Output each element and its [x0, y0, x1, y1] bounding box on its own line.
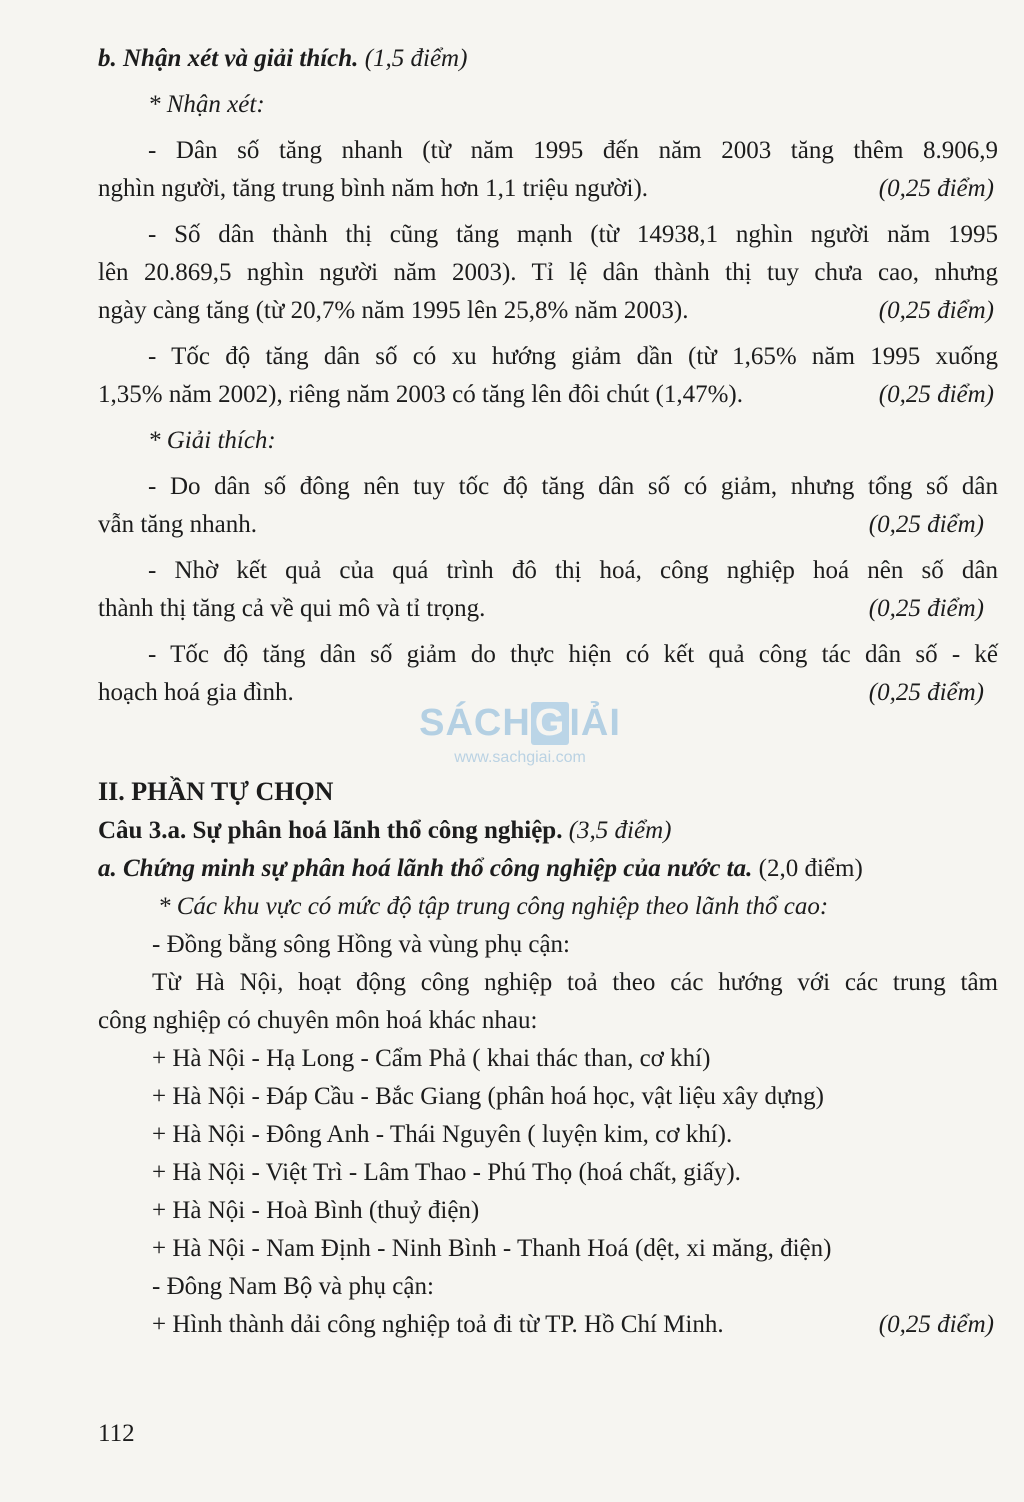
region-2-heading: - Đông Nam Bộ và phụ cận: — [152, 1273, 434, 1300]
route-item: + Hà Nội - Đáp Cầu - Bắc Giang (phân hoá học, vật liệu xây dựng) — [152, 1083, 824, 1110]
score-badge: (0,25 điểm) — [878, 175, 994, 202]
question-title: Câu 3.a. Sự phân hoá lãnh thổ công nghiệp. — [98, 817, 563, 844]
score-badge: (0,25 điểm) — [878, 1311, 994, 1338]
nhan-xet-3-line1: - Tốc độ tăng dân số có xu hướng giảm dần (từ 1,65% năm 1995 xuống — [148, 343, 998, 370]
score-badge: (0,25 điểm) — [868, 511, 984, 538]
nhan-xet-2-line3: ngày càng tăng (từ 20,7% năm 1995 lên 25,8% năm 2003). (0,25 điểm) — [98, 292, 998, 330]
region-2-item: + Hình thành dải công nghiệp toả đi từ TP. Hồ Chí Minh. (0,25 điểm) — [98, 1306, 998, 1344]
giai-thich-3-line1: - Tốc độ tăng dân số giảm do thực hiện có kết quả công tác dân số - kế — [148, 641, 998, 668]
section-b-points: (1,5 điểm) — [364, 45, 468, 72]
giai-thich-2-line1: - Nhờ kết quả của quá trình đô thị hoá, công nghiệp hoá nên số dân — [148, 557, 998, 584]
region-1-desc-line2: công nghiệp có chuyên môn hoá khác nhau: — [98, 1007, 538, 1034]
watermark-logo — [410, 702, 630, 802]
section-b-heading — [98, 40, 998, 78]
question-heading — [98, 812, 998, 850]
nhan-xet-2-line2: lên 20.869,5 nghìn người năm 2003). Tỉ lệ dân thành thị tuy chưa cao, nhưng — [98, 259, 998, 286]
region-1-heading: - Đồng bằng sông Hồng và vùng phụ cận: — [152, 931, 570, 958]
nhan-xet-1-line2: nghìn người, tăng trung bình năm hơn 1,1 triệu người). (0,25 điểm) — [98, 170, 998, 208]
score-badge: (0,25 điểm) — [868, 595, 984, 622]
part2-intro: * Các khu vực có mức độ tập trung công nghiệp theo lãnh thổ cao: — [158, 893, 829, 920]
page-number: 112 — [98, 1420, 135, 1447]
score-badge: (0,25 điểm) — [868, 679, 984, 706]
nhan-xet-heading: * Nhận xét: — [148, 91, 265, 118]
nhan-xet-2-line1: - Số dân thành thị cũng tăng mạnh (từ 14938,1 nghìn người năm 1995 — [148, 221, 998, 248]
region-1-desc-line1: Từ Hà Nội, hoạt động công nghiệp toả theo các hướng với các trung tâm — [152, 969, 998, 996]
watermark-url: www.sachgiai.com — [454, 749, 586, 766]
section-b-title: b. Nhận xét và giải thích. — [98, 45, 359, 72]
page-content — [98, 40, 998, 1344]
sub-points: (2,0 điểm) — [758, 855, 863, 882]
route-item: + Hà Nội - Hạ Long - Cẩm Phả ( khai thác than, cơ khí) — [152, 1045, 711, 1072]
sub-heading — [98, 850, 998, 888]
giai-thich-3-line2: hoạch hoá gia đình. (0,25 điểm) — [98, 674, 998, 712]
route-item: + Hà Nội - Đông Anh - Thái Nguyên ( luyện kim, cơ khí). — [152, 1121, 733, 1148]
route-item: + Hà Nội - Nam Định - Ninh Bình - Thanh Hoá (dệt, xi măng, điện) — [152, 1235, 832, 1262]
watermark-wordmark: SÁCH G IẢI — [419, 702, 621, 744]
route-item: + Hà Nội - Hoà Bình (thuỷ điện) — [152, 1197, 480, 1224]
sub-title: a. Chứng minh sự phân hoá lãnh thổ công nghiệp của nước ta. — [98, 855, 753, 882]
part2-heading: II. PHẦN TỰ CHỌN — [98, 777, 334, 806]
giai-thich-1-line2: vẫn tăng nhanh. (0,25 điểm) — [98, 506, 998, 544]
giai-thich-heading: * Giải thích: — [148, 427, 276, 454]
question-points: (3,5 điểm) — [568, 817, 672, 844]
score-badge: (0,25 điểm) — [878, 381, 994, 408]
giai-thich-2-line2: thành thị tăng cả về qui mô và tỉ trọng. (0,25 điểm) — [98, 590, 998, 628]
nhan-xet-1-line1: - Dân số tăng nhanh (từ năm 1995 đến năm 2003 tăng thêm 8.906,9 — [148, 137, 998, 164]
score-badge: (0,25 điểm) — [878, 297, 994, 324]
route-item: + Hà Nội - Việt Trì - Lâm Thao - Phú Thọ (hoá chất, giấy). — [152, 1159, 741, 1186]
nhan-xet-3-line2: 1,35% năm 2002), riêng năm 2003 có tăng lên đôi chút (1,47%). (0,25 điểm) — [98, 376, 998, 414]
giai-thich-1-line1: - Do dân số đông nên tuy tốc độ tăng dân số có giảm, nhưng tổng số dân — [148, 473, 998, 500]
